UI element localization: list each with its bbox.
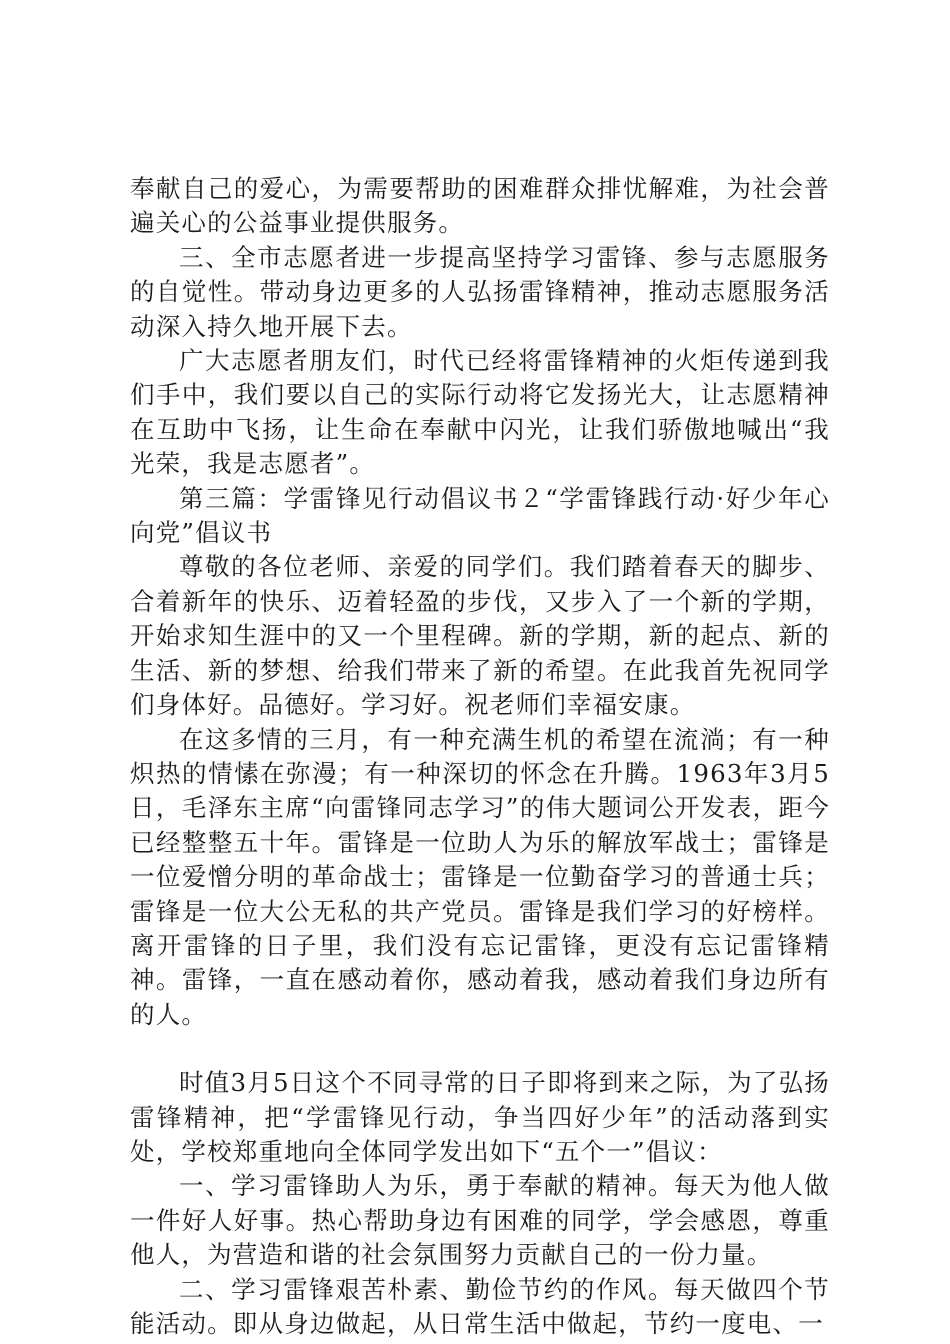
- document-body: [130, 172, 830, 1341]
- paragraph-gap: [130, 1032, 830, 1066]
- section-heading: 第三篇：学雷锋见行动倡议书２“学雷锋践行动·好少年心向党”倡议书: [130, 483, 830, 548]
- paragraph-6: 在这多情的三月，有一种充满生机的希望在流淌；有一种炽热的情愫在弥漫；有一种深切的怀念在升腾。1963年3月5日，毛泽东主席“向雷锋同志学习”的伟大题词公开发表，距今已经整整五十年。雷锋是一位助人为乐的解放军战士；雷锋是一位爱憎分明的革命战士；雷锋是一位勤奋学习的普通士兵；雷锋是一位大公无私的共产党员。雷锋是我们学习的好榜样。离开雷锋的日子里，我们没有忘记雷锋，更没有忘记雷锋精神。雷锋，一直在感动着你，感动着我，感动着我们身边所有的人。: [130, 724, 830, 1029]
- paragraph-1: 奉献自己的爱心，为需要帮助的困难群众排忧解难，为社会普遍关心的公益事业提供服务。: [130, 174, 830, 238]
- paragraph-3: 广大志愿者朋友们，时代已经将雷锋精神的火炬传递到我们手中，我们要以自己的实际行动将它发扬光大，让志愿精神在互助中飞扬，让生命在奉献中闪光，让我们骄傲地喊出“我光荣，我是志愿者”。: [130, 346, 830, 479]
- paragraph-2: 三、全市志愿者进一步提高坚持学习雷锋、参与志愿服务的自觉性。带动身边更多的人弘扬雷锋精神，推动志愿服务活动深入持久地开展下去。: [130, 242, 830, 341]
- paragraph-8: 一、学习雷锋助人为乐，勇于奉献的精神。每天为他人做一件好人好事。热心帮助身边有困难的同学，学会感恩，尊重他人，为营造和谐的社会氛围努力贡献自己的一份力量。: [130, 1171, 830, 1270]
- paragraph-5: 尊敬的各位老师、亲爱的同学们。我们踏着春天的脚步、合着新年的快乐、迈着轻盈的步伐，又步入了一个新的学期，开始求知生涯中的又一个里程碑。新的学期，新的起点、新的生活、新的梦想、给我们带来了新的希望。在此我首先祝同学们身体好。品德好。学习好。祝老师们幸福安康。: [130, 552, 830, 720]
- paragraph-7: 时值3月5日这个不同寻常的日子即将到来之际，为了弘扬雷锋精神，把“学雷锋见行动，争当四好少年”的活动落到实处，学校郑重地向全体同学发出如下“五个一”倡议：: [130, 1068, 830, 1166]
- paragraph-9: 二、学习雷锋艰苦朴素、勤俭节约的作风。每天做四个节能活动。即从身边做起，从日常生活中做起，节约一度电、一: [130, 1274, 830, 1338]
